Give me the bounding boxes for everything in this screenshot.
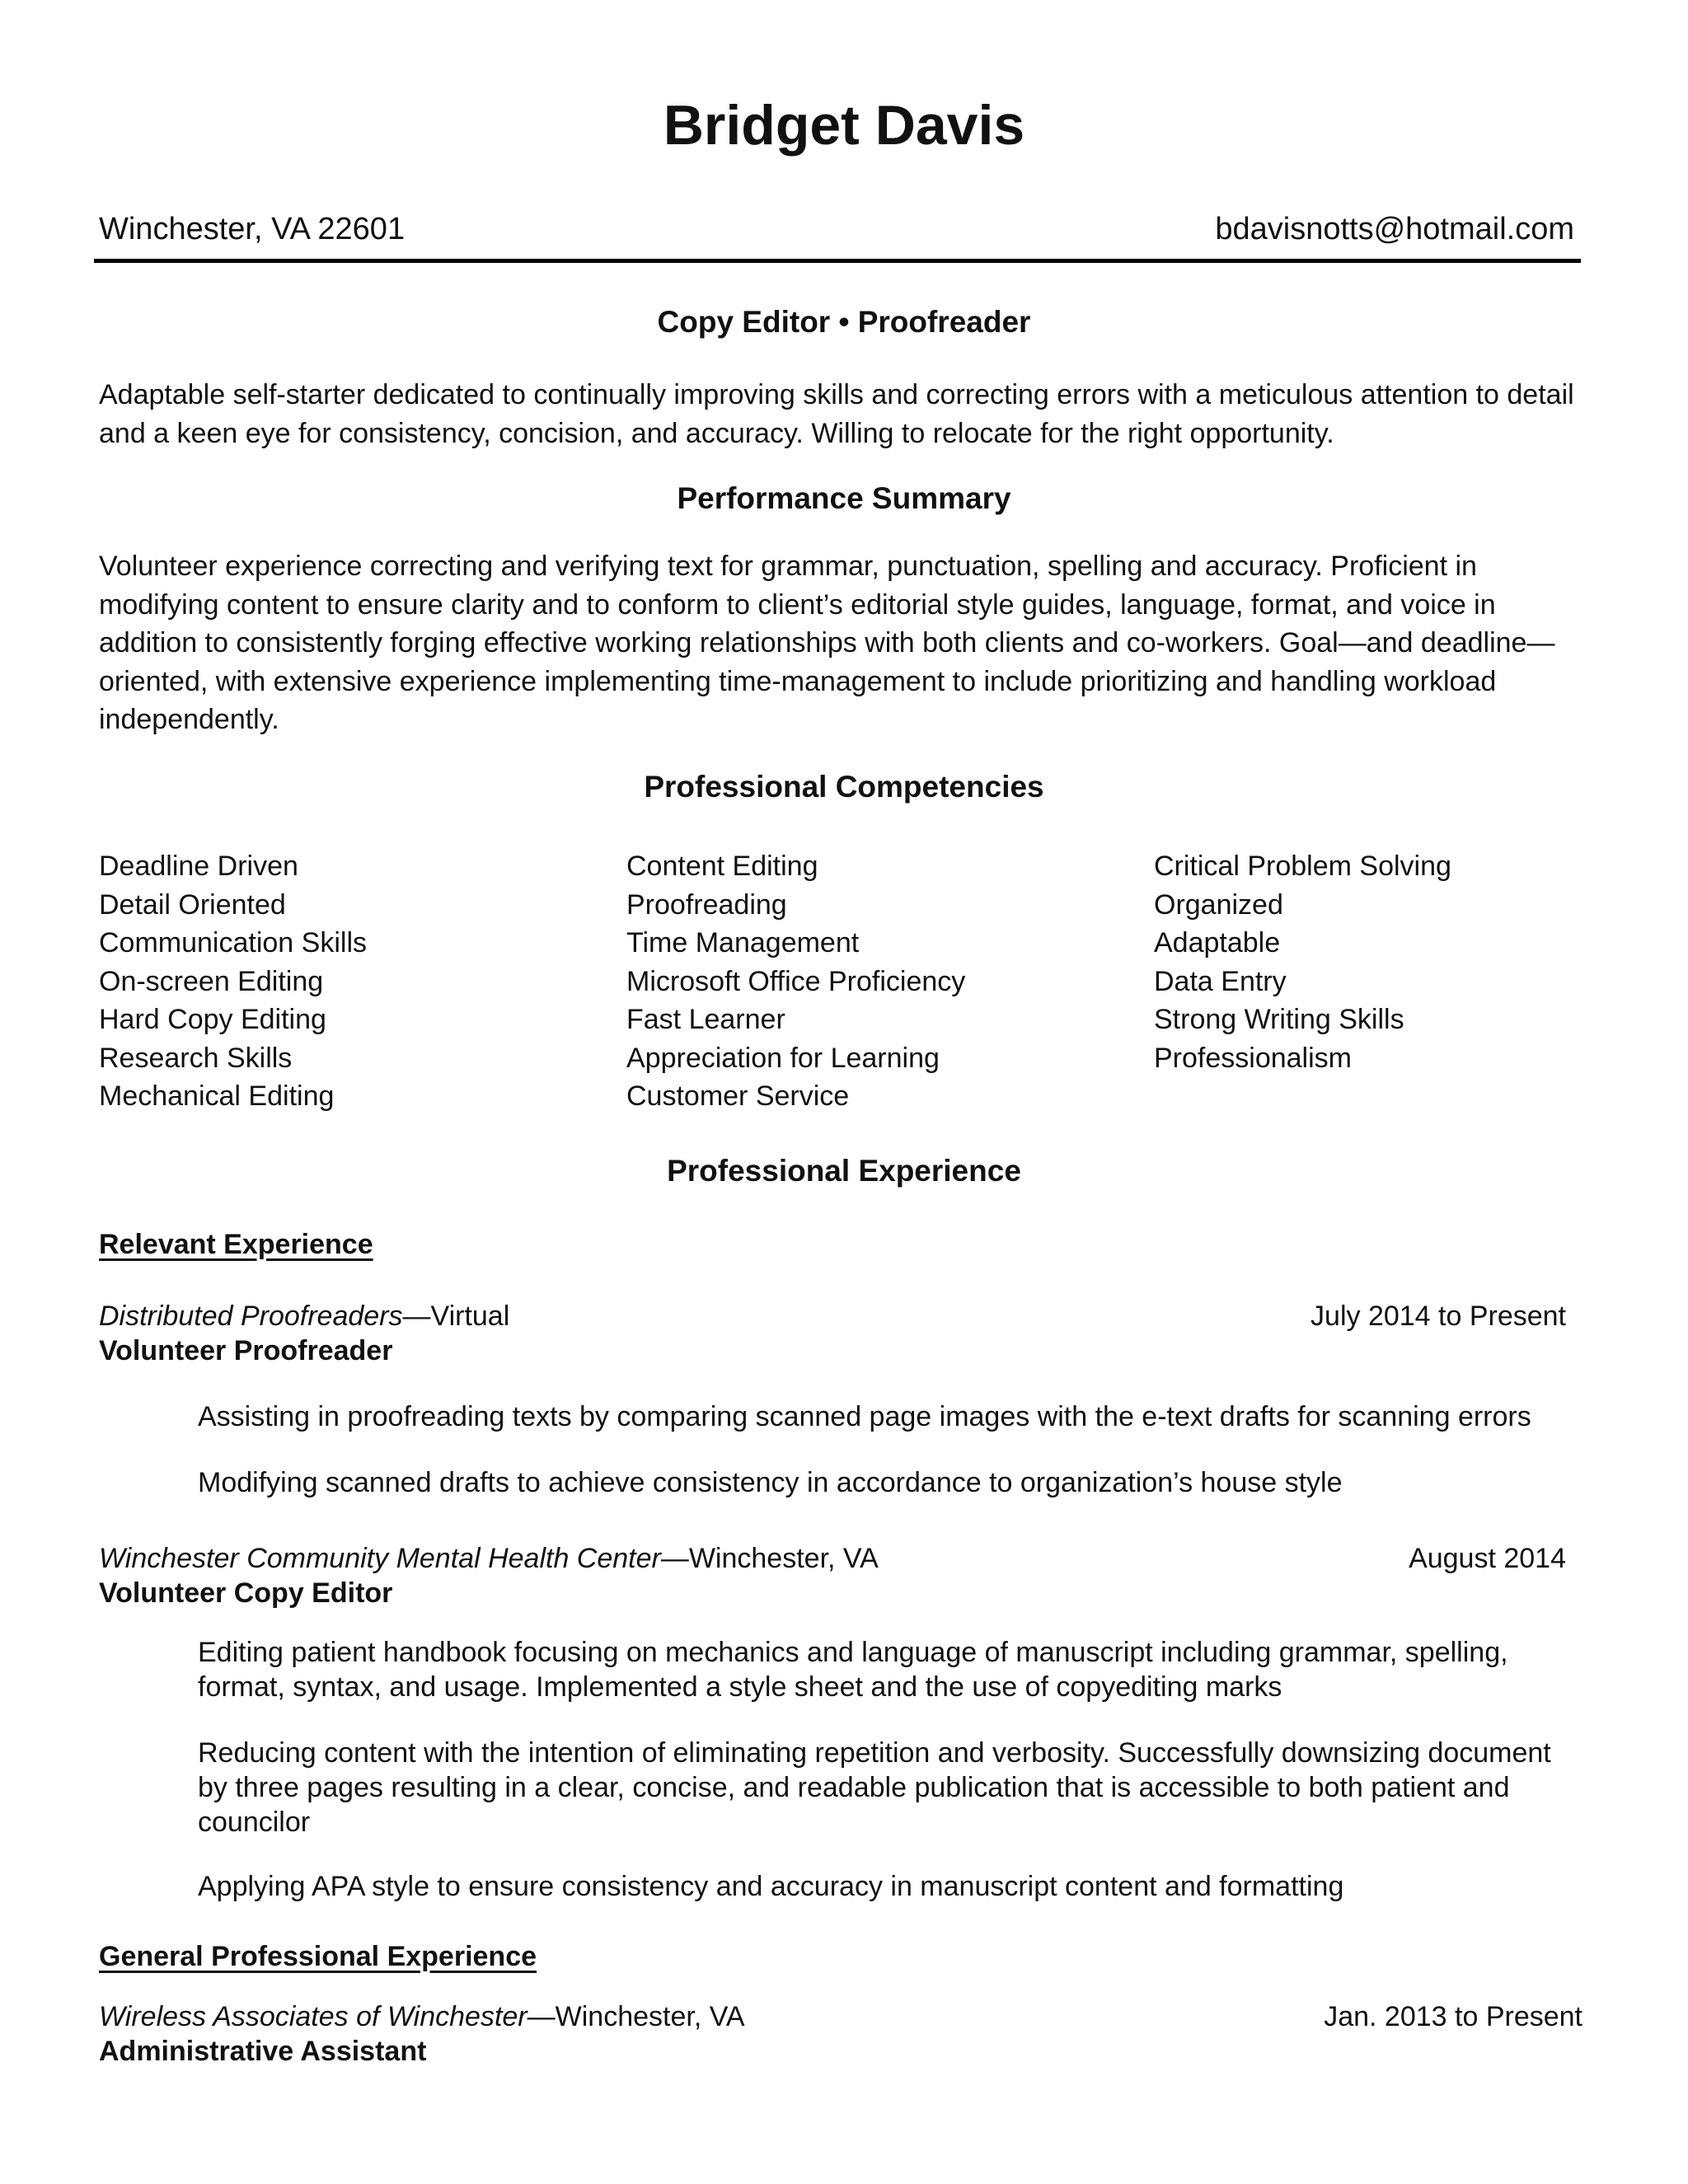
competency-item: Critical Problem Solving xyxy=(1154,851,1451,882)
email-text: bdavisnotts@hotmail.com xyxy=(1215,212,1574,246)
intro-paragraph: Adaptable self-starter dedicated to continually improving skills and correcting errors with a meticulous attention to detail and a keen eye for consistency, concision, and accuracy. Willing to relocate for the right opportunity. xyxy=(99,379,1574,449)
competency-item: Adaptable xyxy=(1154,927,1281,958)
competency-item: Content Editing xyxy=(626,851,818,882)
relevant-experience-heading: Relevant Experience xyxy=(99,1229,373,1260)
job-location: —Winchester, VA xyxy=(527,2001,745,2032)
job-org-group xyxy=(99,1999,745,2034)
job-bullet: Applying APA style to ensure consistency and accuracy in manuscript content and formatting xyxy=(198,1871,1344,1902)
job-org-line xyxy=(99,1999,1582,2034)
job-bullet: Modifying scanned drafts to achieve consistency in accordance to organization’s house style xyxy=(198,1467,1343,1498)
general-experience-heading: General Professional Experience xyxy=(99,1941,537,1972)
competency-item: On-screen Editing xyxy=(99,965,324,997)
candidate-name: Bridget Davis xyxy=(663,94,1025,157)
job-org-group xyxy=(99,1541,879,1576)
competency-item: Proofreading xyxy=(626,888,787,921)
competencies-heading: Professional Competencies xyxy=(644,770,1044,804)
competency-item: Data Entry xyxy=(1154,965,1287,997)
job-entry-header xyxy=(99,1999,1582,2069)
competency-item: Organized xyxy=(1154,888,1283,921)
job-org-line xyxy=(99,1299,1566,1333)
competency-item: Strong Writing Skills xyxy=(1154,1004,1404,1035)
location-text: Winchester, VA 22601 xyxy=(99,212,406,246)
competency-item: Time Management xyxy=(626,927,860,958)
competency-item: Customer Service xyxy=(626,1080,850,1112)
headline: Copy Editor • Proofreader xyxy=(657,305,1031,339)
competencies-grid xyxy=(99,847,1582,1119)
header-divider xyxy=(94,259,1581,263)
job-dates: August 2014 xyxy=(1409,1543,1566,1574)
experience-heading: Professional Experience xyxy=(667,1154,1021,1188)
competency-item: Research Skills xyxy=(99,1042,293,1074)
job-org-name: Wireless Associates of Winchester xyxy=(99,2001,528,2032)
competencies-column-2 xyxy=(626,847,965,1116)
competency-item: Appreciation for Learning xyxy=(626,1042,940,1074)
job-bullet: Assisting in proofreading texts by comparing scanned page images with the e-text drafts for scanning errors xyxy=(198,1401,1531,1432)
performance-summary-heading: Performance Summary xyxy=(677,481,1011,515)
competency-item: Communication Skills xyxy=(99,927,367,958)
competency-item: Professionalism xyxy=(1154,1042,1352,1074)
job-dates: July 2014 to Present xyxy=(1311,1301,1566,1332)
competency-item: Mechanical Editing xyxy=(99,1080,335,1112)
job-org-group xyxy=(99,1299,509,1333)
competency-item: Fast Learner xyxy=(626,1004,785,1035)
job-dates: Jan. 2013 to Present xyxy=(1324,2001,1582,2032)
job-org-name: Distributed Proofreaders xyxy=(99,1301,403,1332)
job-entry-header xyxy=(99,1299,1566,1368)
contact-row xyxy=(99,209,1574,249)
performance-summary-text: Volunteer experience correcting and verifying text for grammar, punctuation, spelling and accuracy. Proficient in modifying content to ensure clarity and to conform to client’s editorial style guides, language, format, and voice in addition to consistently forging effective working relationships with both clients and co-workers. Goal—and deadline—oriented, with extensive experience implementing time-management to include prioritizing and handling workload independently. xyxy=(99,551,1555,735)
competency-item: Deadline Driven xyxy=(99,851,298,882)
job-location: —Virtual xyxy=(402,1301,510,1332)
competency-item: Microsoft Office Proficiency xyxy=(626,965,966,997)
job-bullet: Reducing content with the intention of eliminating repetition and verbosity. Successfully downsizing document by three pages resulting in a clear, concise, and readable publication that is accessible to both patient and councilor xyxy=(198,1737,1551,1838)
job-entry-header xyxy=(99,1541,1566,1610)
job-bullet: Editing patient handbook focusing on mechanics and language of manuscript including grammar, spelling, format, syntax, and usage. Implemented a style sheet and the use of copyediting marks xyxy=(198,1637,1508,1703)
competencies-column-3 xyxy=(1154,847,1451,1077)
job-title: Administrative Assistant xyxy=(99,2036,427,2067)
competencies-column-1 xyxy=(99,847,367,1116)
job-location: —Winchester, VA xyxy=(660,1543,879,1574)
competency-item: Hard Copy Editing xyxy=(99,1004,326,1035)
job-title: Volunteer Proofreader xyxy=(99,1335,393,1366)
competency-item: Detail Oriented xyxy=(99,888,286,921)
job-org-line xyxy=(99,1541,1566,1576)
job-title: Volunteer Copy Editor xyxy=(99,1577,393,1609)
job-org-name: Winchester Community Mental Health Center xyxy=(99,1543,661,1574)
